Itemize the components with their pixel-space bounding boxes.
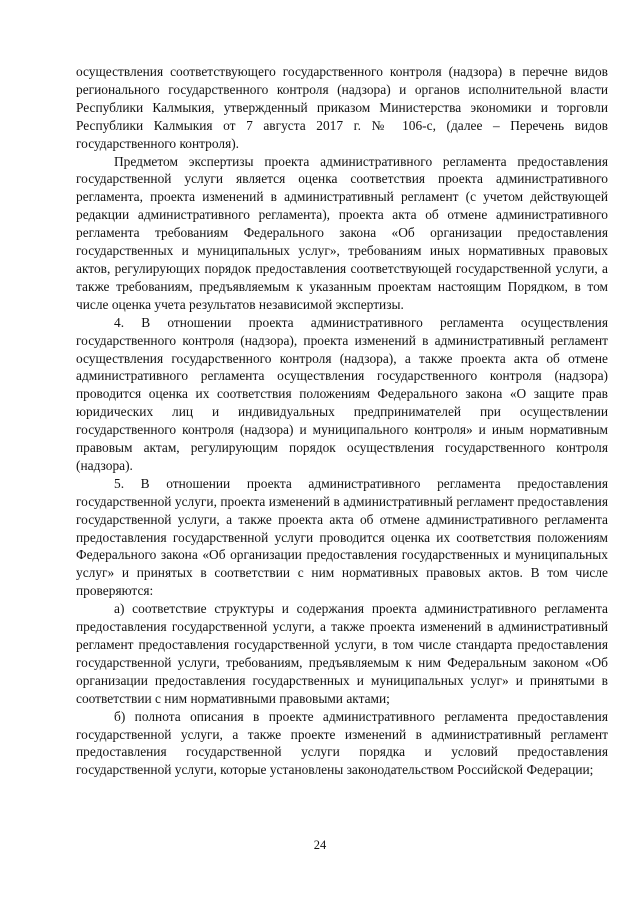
- paragraph-subitem-a: а) соответствие структуры и содержания проекта административного регламента предоставления государственной услуги, а также проекта изменений в административный регламент предоставления государственной услуги, в том числе стандарта предоставления государственной услуги, требованиям, предъявляемым к ним Федеральным законом «Об организации предоставления государственных и муниципальных услуг» и принятыми в соответствии с ним нормативными правовыми актами;: [76, 601, 608, 706]
- document-page: [76, 63, 608, 779]
- paragraph-subitem-b: б) полнота описания в проекте административного регламента предоставления государственной услуги, а также проекте изменений в административный регламент предоставления государственной услуги порядка и условий предоставления государственной услуги, которые установлены законодательством Российской Федерации;: [76, 708, 608, 778]
- paragraph-item-5: 5. В отношении проекта административного регламента предоставления государственной услуги, проекта изменений в административный регламент предоставления государственной услуги, а также проекта акта об отмене административного регламента предоставления государственной услуги проводится оценка их соответствия положениям Федерального закона «Об организации предоставления государственных и муниципальных услуг» и принятых в соответствии с ним нормативных правовых актов. В том числе проверяются:: [76, 475, 608, 599]
- paragraph-continuation: осуществления соответствующего государственного контроля (надзора) в перечне видов регионального государственного контроля (надзора) и органов исполнительной власти Республики Калмыкия, утвержденный приказом Министерства экономики и торговли Республики Калмыкия от 7 августа 2017 г. № 106-с, (далее – Перечень видов государственного контроля).: [76, 64, 608, 151]
- paragraph-item-4: 4. В отношении проекта административного регламента осуществления государственного контроля (надзора), проекта изменений в административный регламент осуществления государственного контроля (надзора), а также проекта акта об отмене административного регламента осуществления государственного контроля (надзора) проводится оценка их соответствия положениям Федерального закона «О защите прав юридических лиц и индивидуальных предпринимателей при осуществлении государственного контроля (надзора) и муниципального контроля» и иным нормативным правовым актам, регулирующим порядок осуществления государственного контроля (надзора).: [76, 314, 608, 473]
- paragraph-expertise-subject: Предметом экспертизы проекта административного регламента предоставления государственной услуги является оценка соответствия проекта административного регламента, проекта изменений в административный регламент (с учетом действующей редакции административного регламента), проекта акта об отмене административного регламента требованиям Федерального закона «Об организации предоставления государственных и муниципальных услуг», требованиям иных нормативных правовых актов, регулирующих порядок предоставления соответствующей государственной услуги, а также требованиям, предъявляемым к указанным проектам настоящим Порядком, в том числе оценка учета результатов независимой экспертизы.: [76, 153, 608, 312]
- page-number: 24: [313, 838, 327, 852]
